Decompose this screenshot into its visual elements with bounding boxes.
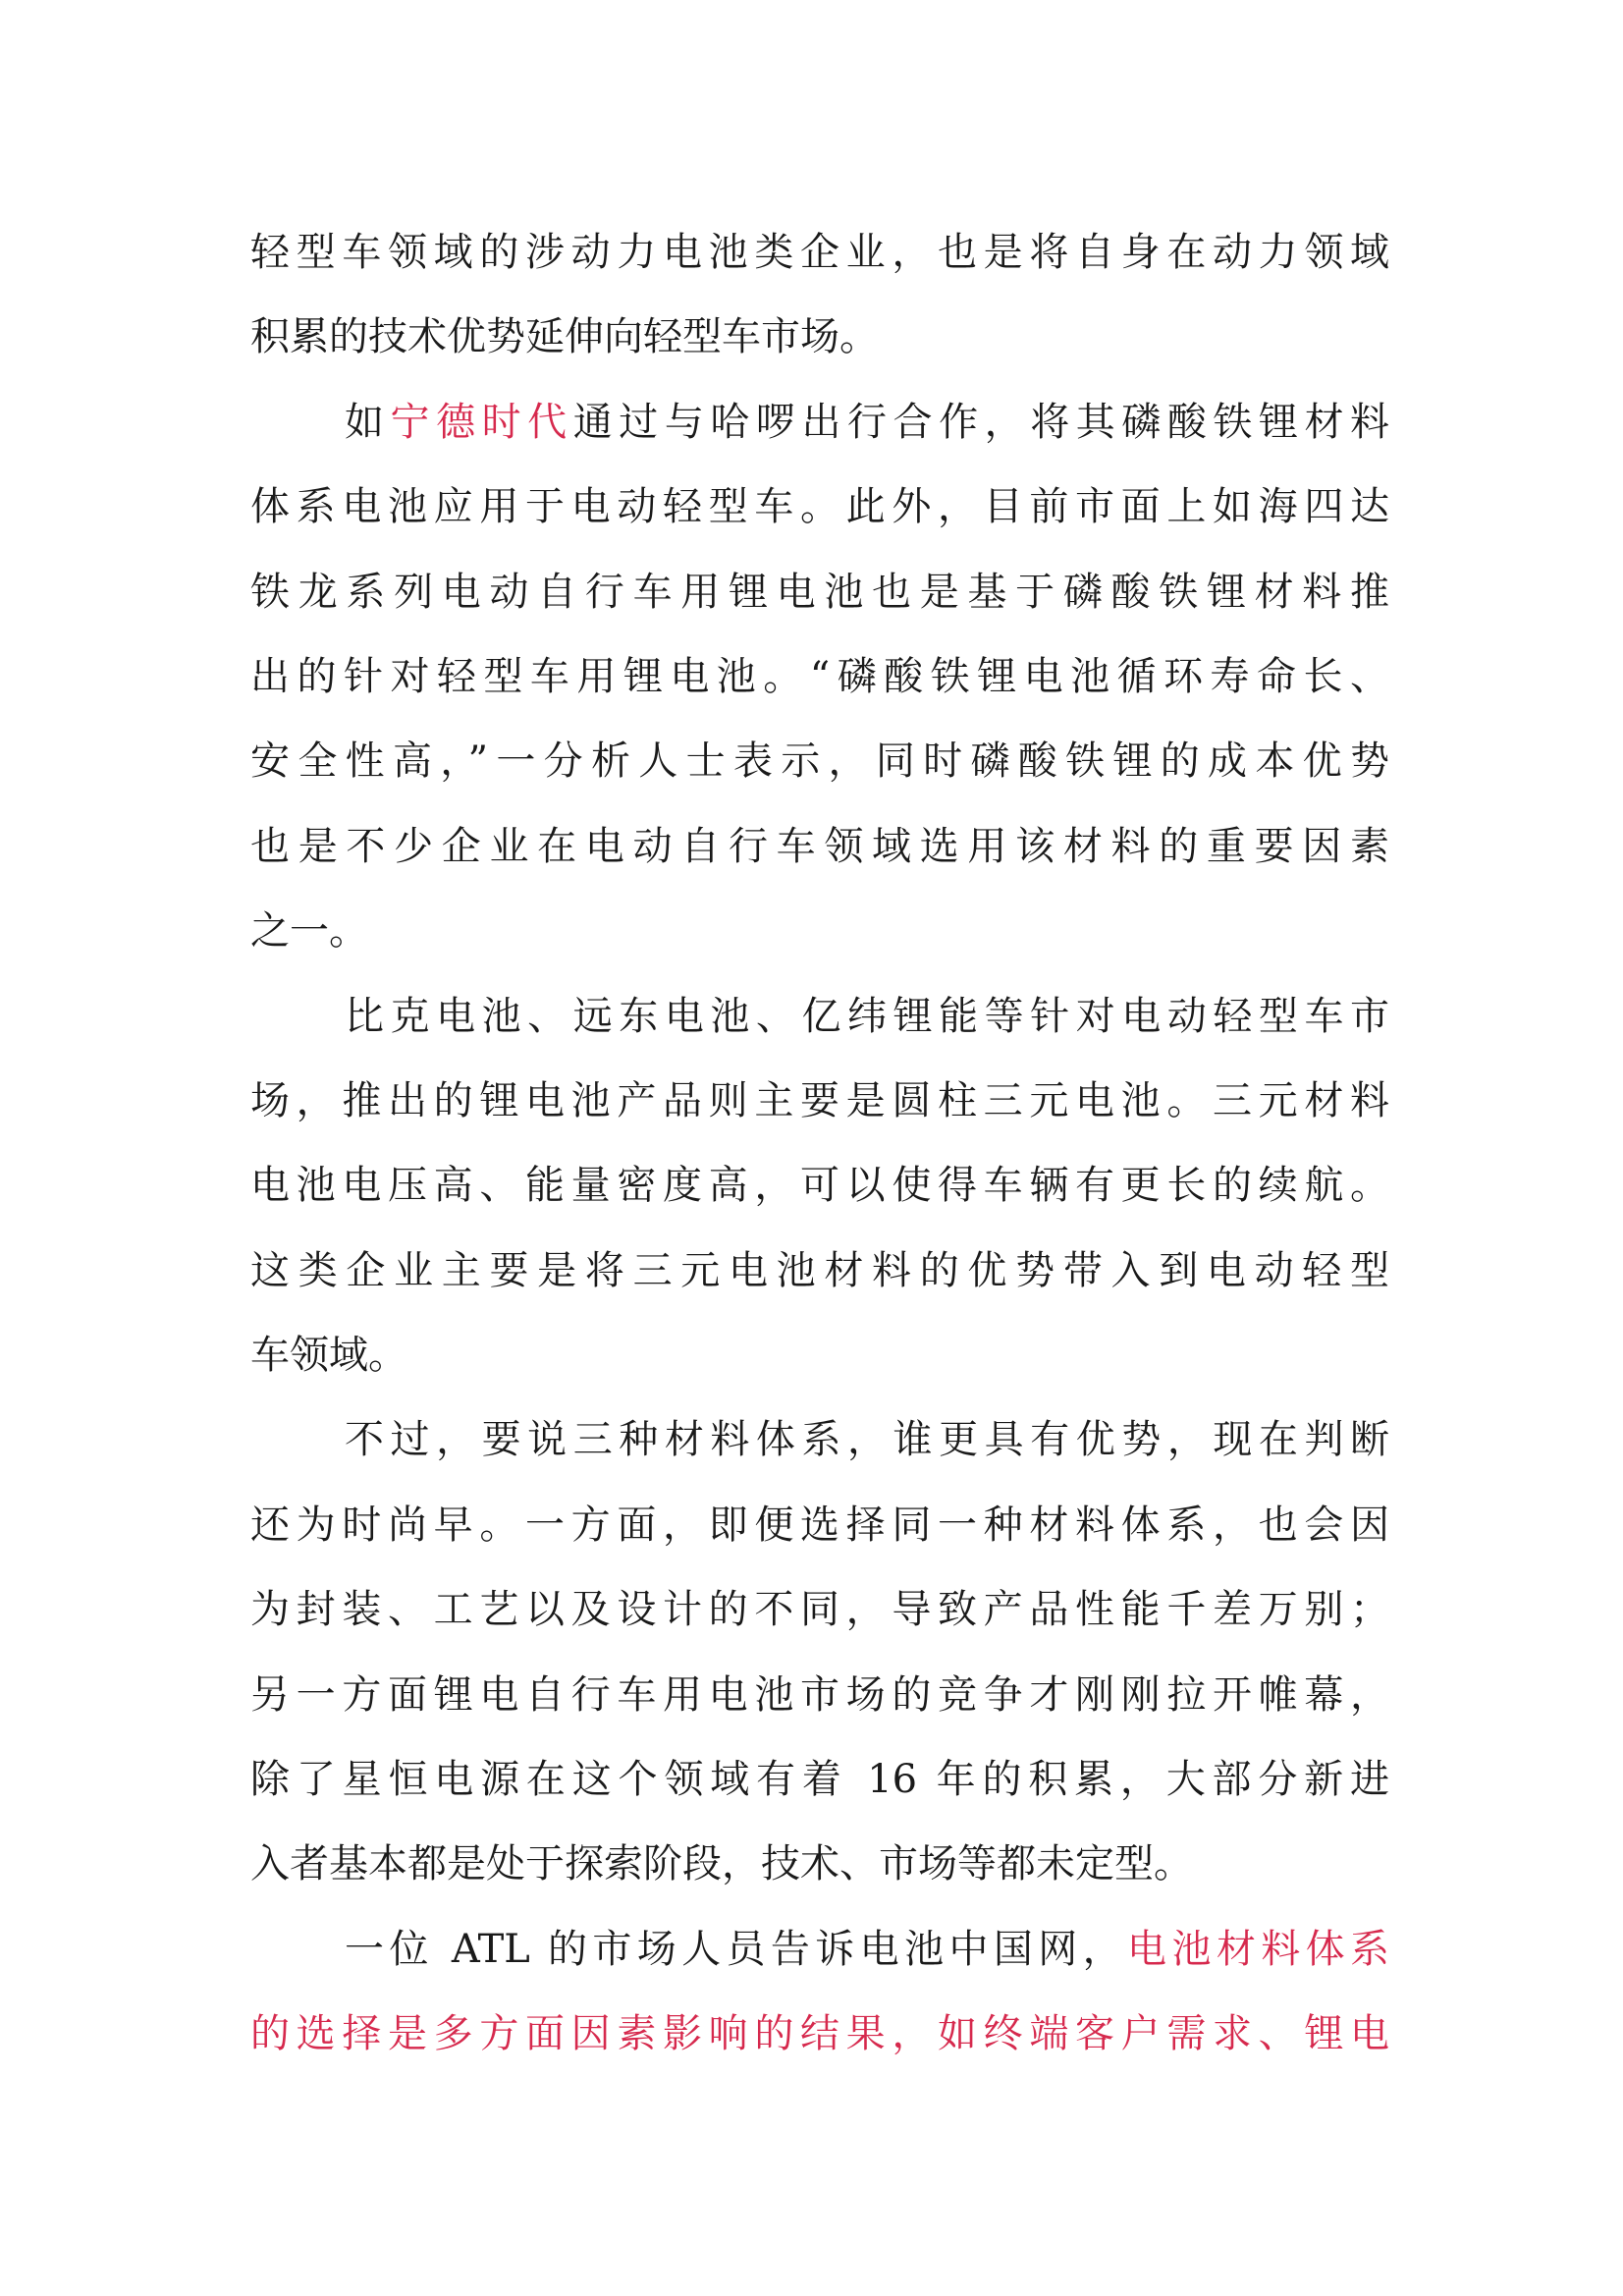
- text-line: 体系电池应用于电动轻型车。此外，目前市面上如海四达: [250, 484, 1389, 530]
- text-line: 铁龙系列电动自行车用锂电池也是基于磷酸铁锂材料推: [250, 569, 1389, 615]
- text-line: 也是不少企业在电动自行车领域选用该材料的重要因素: [250, 823, 1389, 869]
- text-line: 轻型车领域的涉动力电池类企业，也是将自身在动力领域: [250, 230, 1389, 275]
- text-line: 出的针对轻型车用锂电池。“磷酸铁锂电池循环寿命长、: [250, 653, 1389, 699]
- text-line: 除了星恒电源在这个领域有着 16 年的积累，大部分新进: [250, 1757, 1389, 1803]
- text-line: 另一方面锂电自行车用电池市场的竞争才刚刚拉开帷幕，: [250, 1671, 1389, 1718]
- text-line: 安全性高，”一分析人士表示，同时磷酸铁锂的成本优势: [250, 738, 1389, 785]
- text-line: [250, 1907, 1389, 1992]
- text-line: [250, 380, 1389, 465]
- text-line: 入者基本都是处于探索阶段，技术、市场等都未定型。: [250, 1841, 1193, 1887]
- document-page: [250, 210, 1389, 2077]
- text-line: 车领域。: [250, 1333, 407, 1379]
- text-line: 还为时尚早。一方面，即便选择同一种材料体系，也会因: [250, 1502, 1389, 1548]
- highlighted-text-line: 的选择是多方面因素影响的结果，如终端客户需求、锂电: [250, 2011, 1389, 2057]
- text-segment: 一位 ATL 的市场人员告诉电池中国网，: [345, 1926, 1128, 1972]
- text-line: 不过，要说三种材料体系，谁更具有优势，现在判断: [345, 1417, 1389, 1463]
- text-segment: 如: [345, 399, 391, 445]
- text-line: 比克电池、远东电池、亿纬锂能等针对电动轻型车市: [345, 993, 1389, 1039]
- highlighted-text: 宁德时代: [390, 399, 573, 445]
- text-line: 积累的技术优势延伸向轻型车市场。: [250, 314, 879, 360]
- text-segment: 通过与哈啰出行合作，将其磷酸铁锂材料: [572, 399, 1389, 445]
- text-line: 为封装、工艺以及设计的不同，导致产品性能千差万别；: [250, 1587, 1389, 1633]
- text-line: 之一。: [250, 908, 368, 955]
- text-line: 电池电压高、能量密度高，可以使得车辆有更长的续航。: [250, 1163, 1389, 1209]
- text-line: 这类企业主要是将三元电池材料的优势带入到电动轻型: [250, 1247, 1389, 1293]
- text-line: 场，推出的锂电池产品则主要是圆柱三元电池。三元材料: [250, 1077, 1389, 1123]
- highlighted-text: 电池材料体系: [1127, 1926, 1389, 1972]
